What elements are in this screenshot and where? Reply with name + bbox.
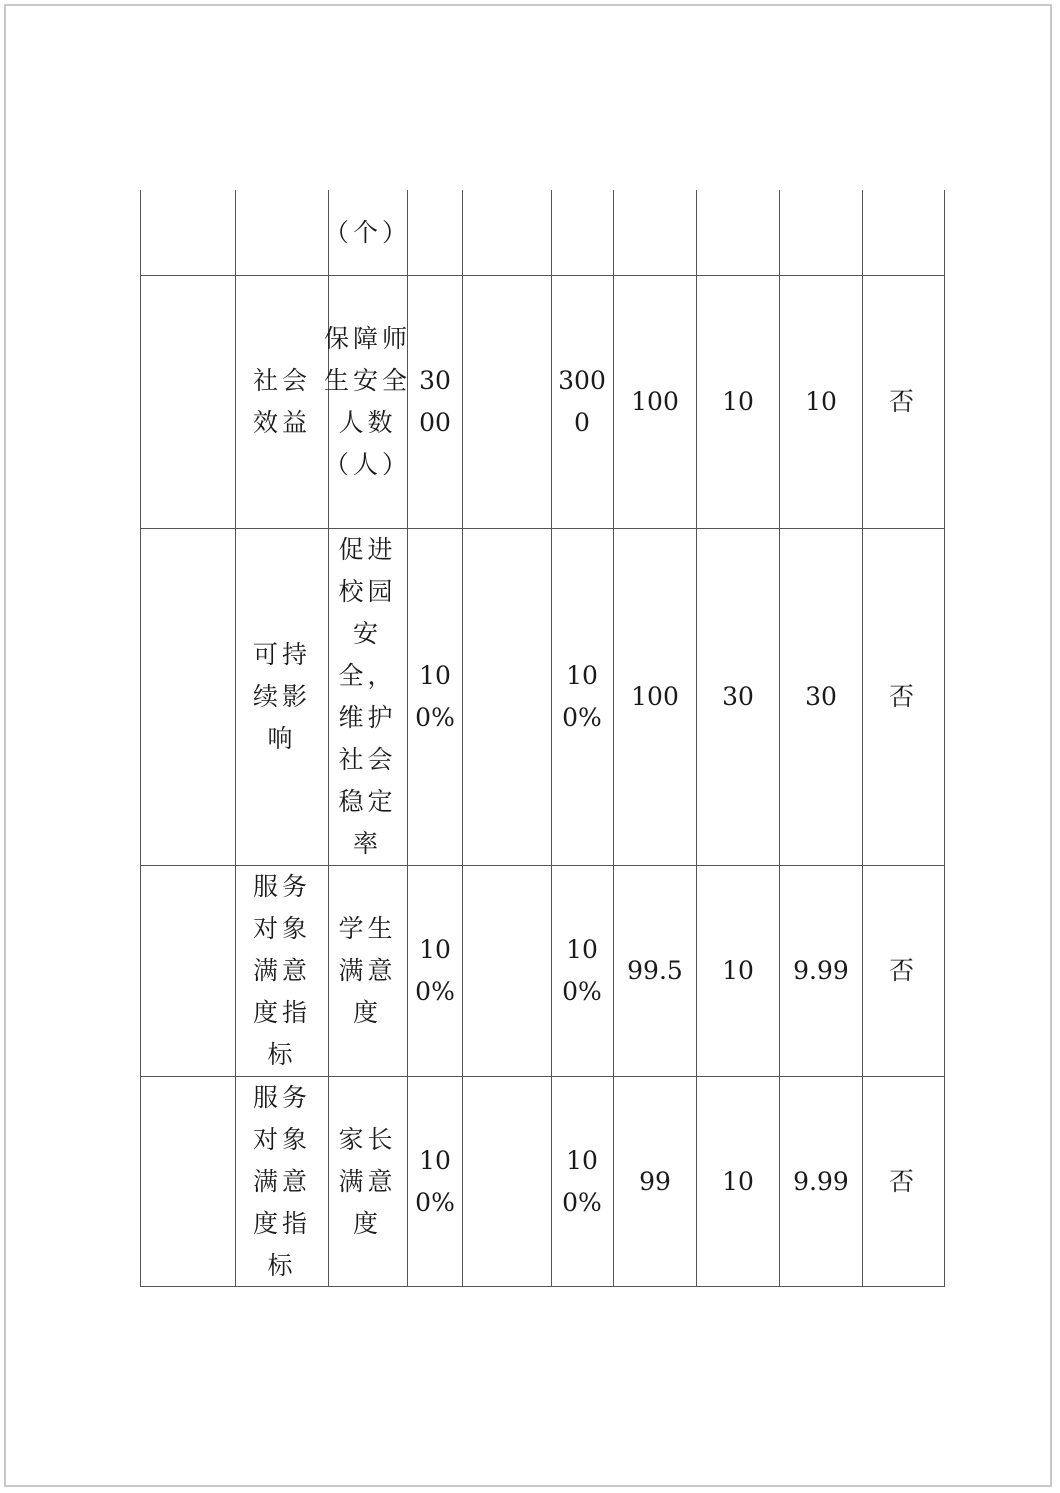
deviation-cell	[863, 866, 944, 1076]
weight-cell	[697, 529, 779, 865]
table-grid-line	[462, 190, 463, 1287]
deviation: 否	[888, 1166, 918, 1196]
sub-category: 可持续影响	[252, 640, 311, 753]
indicator-cell	[336, 1077, 399, 1286]
weight: 10	[722, 956, 754, 985]
score-cell	[780, 529, 862, 865]
sub-category-cell	[247, 1077, 317, 1286]
weight: 10	[722, 387, 754, 416]
weight-cell	[697, 276, 779, 528]
score-cell	[780, 276, 862, 528]
weight-cell	[697, 1077, 779, 1286]
actual-value-cell	[558, 529, 606, 865]
target-value: 3000	[419, 366, 451, 437]
completion-rate: 100	[631, 387, 679, 416]
weight: 30	[722, 682, 754, 711]
deviation: 否	[888, 387, 918, 416]
actual-value-cell	[558, 866, 606, 1076]
completion-rate-cell	[614, 1077, 696, 1286]
sub-category-cell	[247, 529, 317, 865]
target-value: 100%	[415, 935, 455, 1006]
weight: 10	[722, 1166, 754, 1196]
completion-rate: 99	[639, 1166, 671, 1196]
table-grid-line	[235, 190, 236, 1287]
table-grid-line	[944, 190, 945, 1287]
score: 9.99	[793, 1166, 849, 1196]
deviation: 否	[888, 682, 918, 711]
target-value-cell	[417, 866, 453, 1076]
sub-category: 服务对象满意度指标	[252, 1082, 311, 1280]
indicator: 家长满意度	[338, 1124, 397, 1238]
completion-rate-cell	[614, 866, 696, 1076]
actual-value-cell	[558, 1077, 606, 1286]
score-cell	[780, 866, 862, 1076]
deviation-cell	[863, 276, 944, 528]
indicator-cell	[336, 529, 399, 865]
actual-value: 100%	[562, 1145, 602, 1217]
score-cell	[780, 1077, 862, 1286]
deviation-cell	[863, 529, 944, 865]
deviation-cell	[863, 1077, 944, 1286]
indicator-cell	[336, 866, 399, 1076]
deviation: 否	[888, 956, 918, 985]
score: 30	[805, 682, 837, 711]
indicator: 学生满意度	[338, 914, 397, 1027]
completion-rate-cell	[614, 529, 696, 865]
actual-value-cell	[558, 276, 606, 528]
completion-rate-cell	[614, 276, 696, 528]
sub-category: 服务对象满意度指标	[252, 872, 311, 1069]
completion-rate: 99.5	[627, 956, 683, 985]
indicator-cell	[324, 276, 412, 528]
completion-rate: 100	[631, 682, 679, 711]
target-value: 100%	[415, 661, 455, 732]
indicator: 保障师生安全人数（人）	[324, 324, 412, 479]
actual-value: 3000	[558, 366, 606, 437]
target-value-cell	[417, 276, 453, 528]
indicator-cell	[324, 190, 412, 275]
sub-category-cell	[247, 276, 317, 528]
target-value-cell	[417, 1077, 453, 1286]
indicator-tail: （个）	[324, 217, 412, 247]
score: 10	[805, 387, 837, 416]
weight-cell	[697, 866, 779, 1076]
actual-value: 100%	[562, 661, 602, 732]
sub-category: 社会效益	[252, 366, 311, 437]
table-grid-line	[140, 190, 141, 1287]
table-grid-line	[551, 190, 552, 1287]
score: 9.99	[793, 956, 849, 985]
target-value: 100%	[415, 1145, 455, 1217]
target-value-cell	[417, 529, 453, 865]
actual-value: 100%	[562, 935, 602, 1006]
sub-category-cell	[247, 866, 317, 1076]
indicator: 促进校园安全，维护社会稳定率	[338, 535, 397, 858]
